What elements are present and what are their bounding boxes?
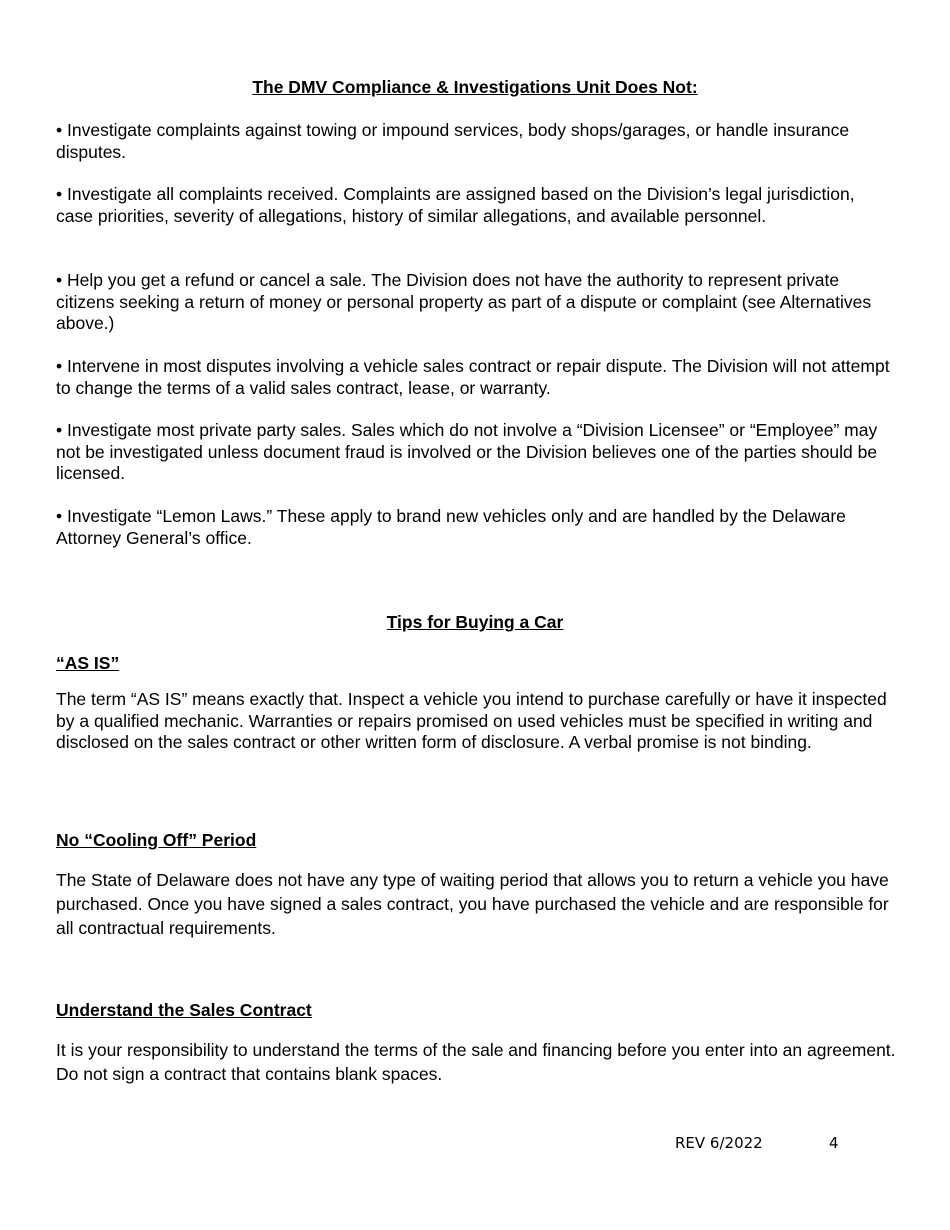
bullet-item: • Investigate all complaints received. Complaints are assigned based on the Division’s legal jurisdiction, case priorities, severity of allegations, history of similar allegations, and available personnel. bbox=[56, 184, 855, 226]
cooling-off-paragraph: The State of Delaware does not have any type of waiting period that allows you to return a vehicle you have purchased. Once you have signed a sales contract, you have purchased the vehicle and are responsible for all contractual requirements. bbox=[56, 870, 889, 938]
bullet-item: • Investigate complaints against towing or impound services, body shops/garages, or handle insurance disputes. bbox=[56, 120, 850, 162]
bullet-item: • Intervene in most disputes involving a vehicle sales contract or repair dispute. The Division will not attempt to change the terms of a valid sales contract, lease, or warranty. bbox=[56, 356, 890, 398]
revision-label: REV 6/2022 bbox=[675, 1134, 763, 1152]
as-is-paragraph: The term “AS IS” means exactly that. Inspect a vehicle you intend to purchase carefully or have it inspected by a qualified mechanic. Warranties or repairs promised on used vehicles must be specified in writing and disclosed on the sales contract or other written form of disclosure. A verbal promise is not binding. bbox=[56, 689, 887, 752]
cooling-off-heading: No “Cooling Off” Period bbox=[56, 830, 257, 850]
bullet-item: • Investigate “Lemon Laws.” These apply to brand new vehicles only and are handled by the Delaware Attorney General’s office. bbox=[56, 506, 846, 548]
bullet-item: • Help you get a refund or cancel a sale. The Division does not have the authority to represent private citizens seeking a return of money or personal property as part of a dispute or complaint (see Alternatives above.) bbox=[56, 270, 872, 333]
page-number: 4 bbox=[829, 1134, 839, 1152]
sales-contract-paragraph: It is your responsibility to understand the terms of the sale and financing before you enter into an agreement. Do not sign a contract that contains blank spaces. bbox=[56, 1040, 896, 1084]
as-is-heading: “AS IS” bbox=[56, 653, 120, 673]
page-title: The DMV Compliance & Investigations Unit Does Not: bbox=[252, 77, 698, 97]
tips-section-title: Tips for Buying a Car bbox=[386, 612, 564, 632]
sales-contract-heading: Understand the Sales Contract bbox=[56, 1000, 312, 1020]
bullet-item: • Investigate most private party sales. Sales which do not involve a “Division Licensee” or “Employee” may not be investigated unless document fraud is involved or the Division believes one of the parties should be licensed. bbox=[56, 420, 878, 483]
